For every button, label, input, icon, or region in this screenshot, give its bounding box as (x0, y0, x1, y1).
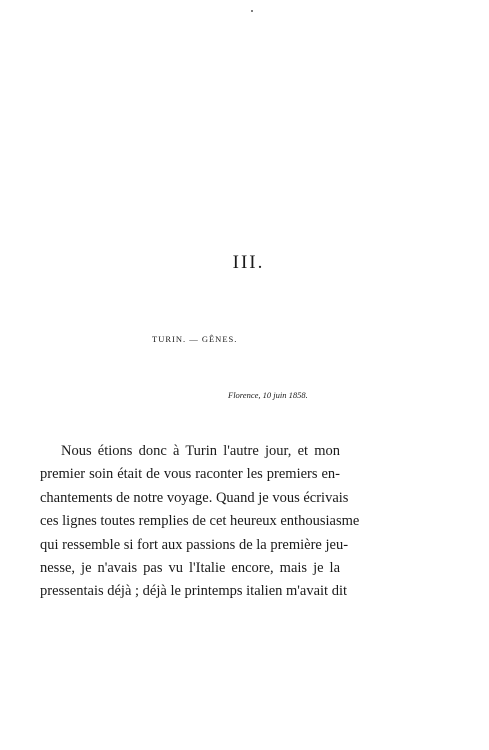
text-line: nesse, je n'avais pas vu l'Italie encore, mais je la (40, 559, 340, 576)
chapter-title: TURIN. — GÊNES. (152, 334, 238, 344)
text-line: qui ressemble si fort aux passions de la première jeu- (40, 536, 349, 553)
text-line: chantements de notre voyage. Quand je vous écrivais (40, 489, 349, 506)
text-line: Nous étions donc à Turin l'autre jour, et mon (61, 443, 340, 459)
text-line: premier soin était de vous raconter les premiers en- (40, 466, 340, 483)
body-paragraph (40, 440, 360, 604)
ink-speck (251, 10, 253, 12)
chapter-number: III. (232, 252, 265, 273)
text-line: pressentais déjà ; déjà le printemps italien m'avait dit (40, 583, 348, 600)
text-line: ces lignes toutes remplies de cet heureux enthousiasme (40, 513, 360, 530)
dateline: Florence, 10 juin 1858. (228, 390, 308, 400)
